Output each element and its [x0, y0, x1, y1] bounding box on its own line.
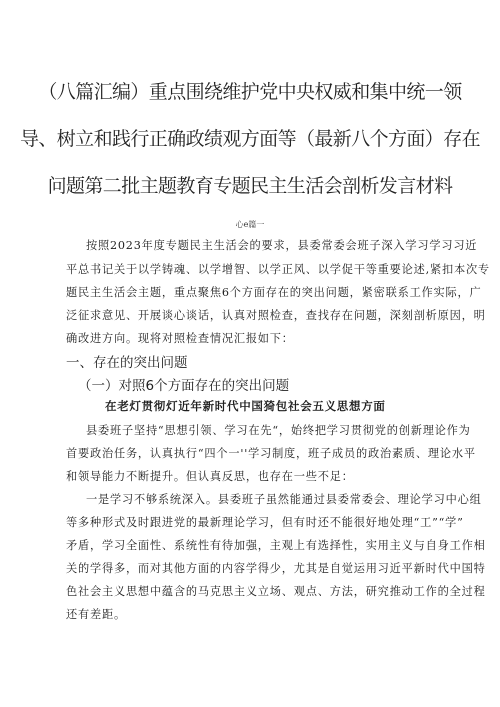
section-heading-1-1: （一）对照6个方面存在的突出问题	[78, 378, 290, 394]
para2-line-3: 矛盾，学习全面性、系统性有待加强，主观上有选择性，实用主义与自身工作相	[66, 539, 486, 552]
para1-line-1: 县委班子坚持“思想引领、学习在先“，始终把学习贯彻党的创新理论作为	[86, 424, 471, 437]
document-title-line-3: 问题第二批主题教育专题民主生活会剖析发言材料	[47, 175, 453, 197]
para1-line-2: 首要政治任务，认真执行“四个一''学习制度，班子成员的政治素质、理论水平	[66, 447, 476, 460]
section-heading-1-1-a: 在老灯贯彻灯近年新时代中国猗包社会五义思想方面	[105, 399, 386, 413]
para2-line-2: 等多种形式及时跟进党的最新理论学习，但有时还不能很好地处理“工”“学”	[66, 516, 464, 529]
document-title-line-1: （八篇汇编）重点围绕维护党中央权威和集中统一领	[38, 81, 462, 103]
para2-line-4: 关的学得多，而对其他方面的内容学得少，尤其是自觉运用习近平新时代中国特	[66, 562, 486, 575]
para2-line-1: 一是学习不够系统深入。县委班子虽然能通过县委常委会、理论学习中心组	[86, 493, 482, 506]
para1-line-3: 和领导能力不断提升。但认真反思，也存在一些不足：	[66, 470, 354, 483]
para2-line-5: 色社会主义思想中蕴含的马克思主义立场、观点、方法，研究推动工作的全过程	[66, 585, 486, 598]
intro-line-2: 平总书记关于以学铸魂、以学增智、以学正风、以学促干等重要论述,紧扣本次专	[66, 263, 490, 276]
section-heading-1: 一、存在的突出问题	[66, 355, 188, 371]
intro-line-1: 按照2023年度专题民主生活会的要求，县委常委会班子深入学习学习习近	[86, 239, 478, 252]
intro-line-3: 题民主生活会主题，重点聚焦6个方面存在的突出问题，紧密联系工作实际，广	[66, 286, 482, 299]
intro-line-5: 确改进方向。现将对照检查情况汇报如下：	[66, 332, 294, 345]
document-subtitle: 心e篇一	[235, 220, 265, 229]
intro-line-4: 泛征求意见、开展谈心谈话，认真对照检查，查找存在问题，深刻剖析原因，明	[66, 309, 486, 322]
document-title-line-2: 导、树立和践行正确政绩观方面等（最新八个方面）存在	[19, 128, 480, 150]
para2-line-6: 还有差距。	[66, 608, 126, 621]
